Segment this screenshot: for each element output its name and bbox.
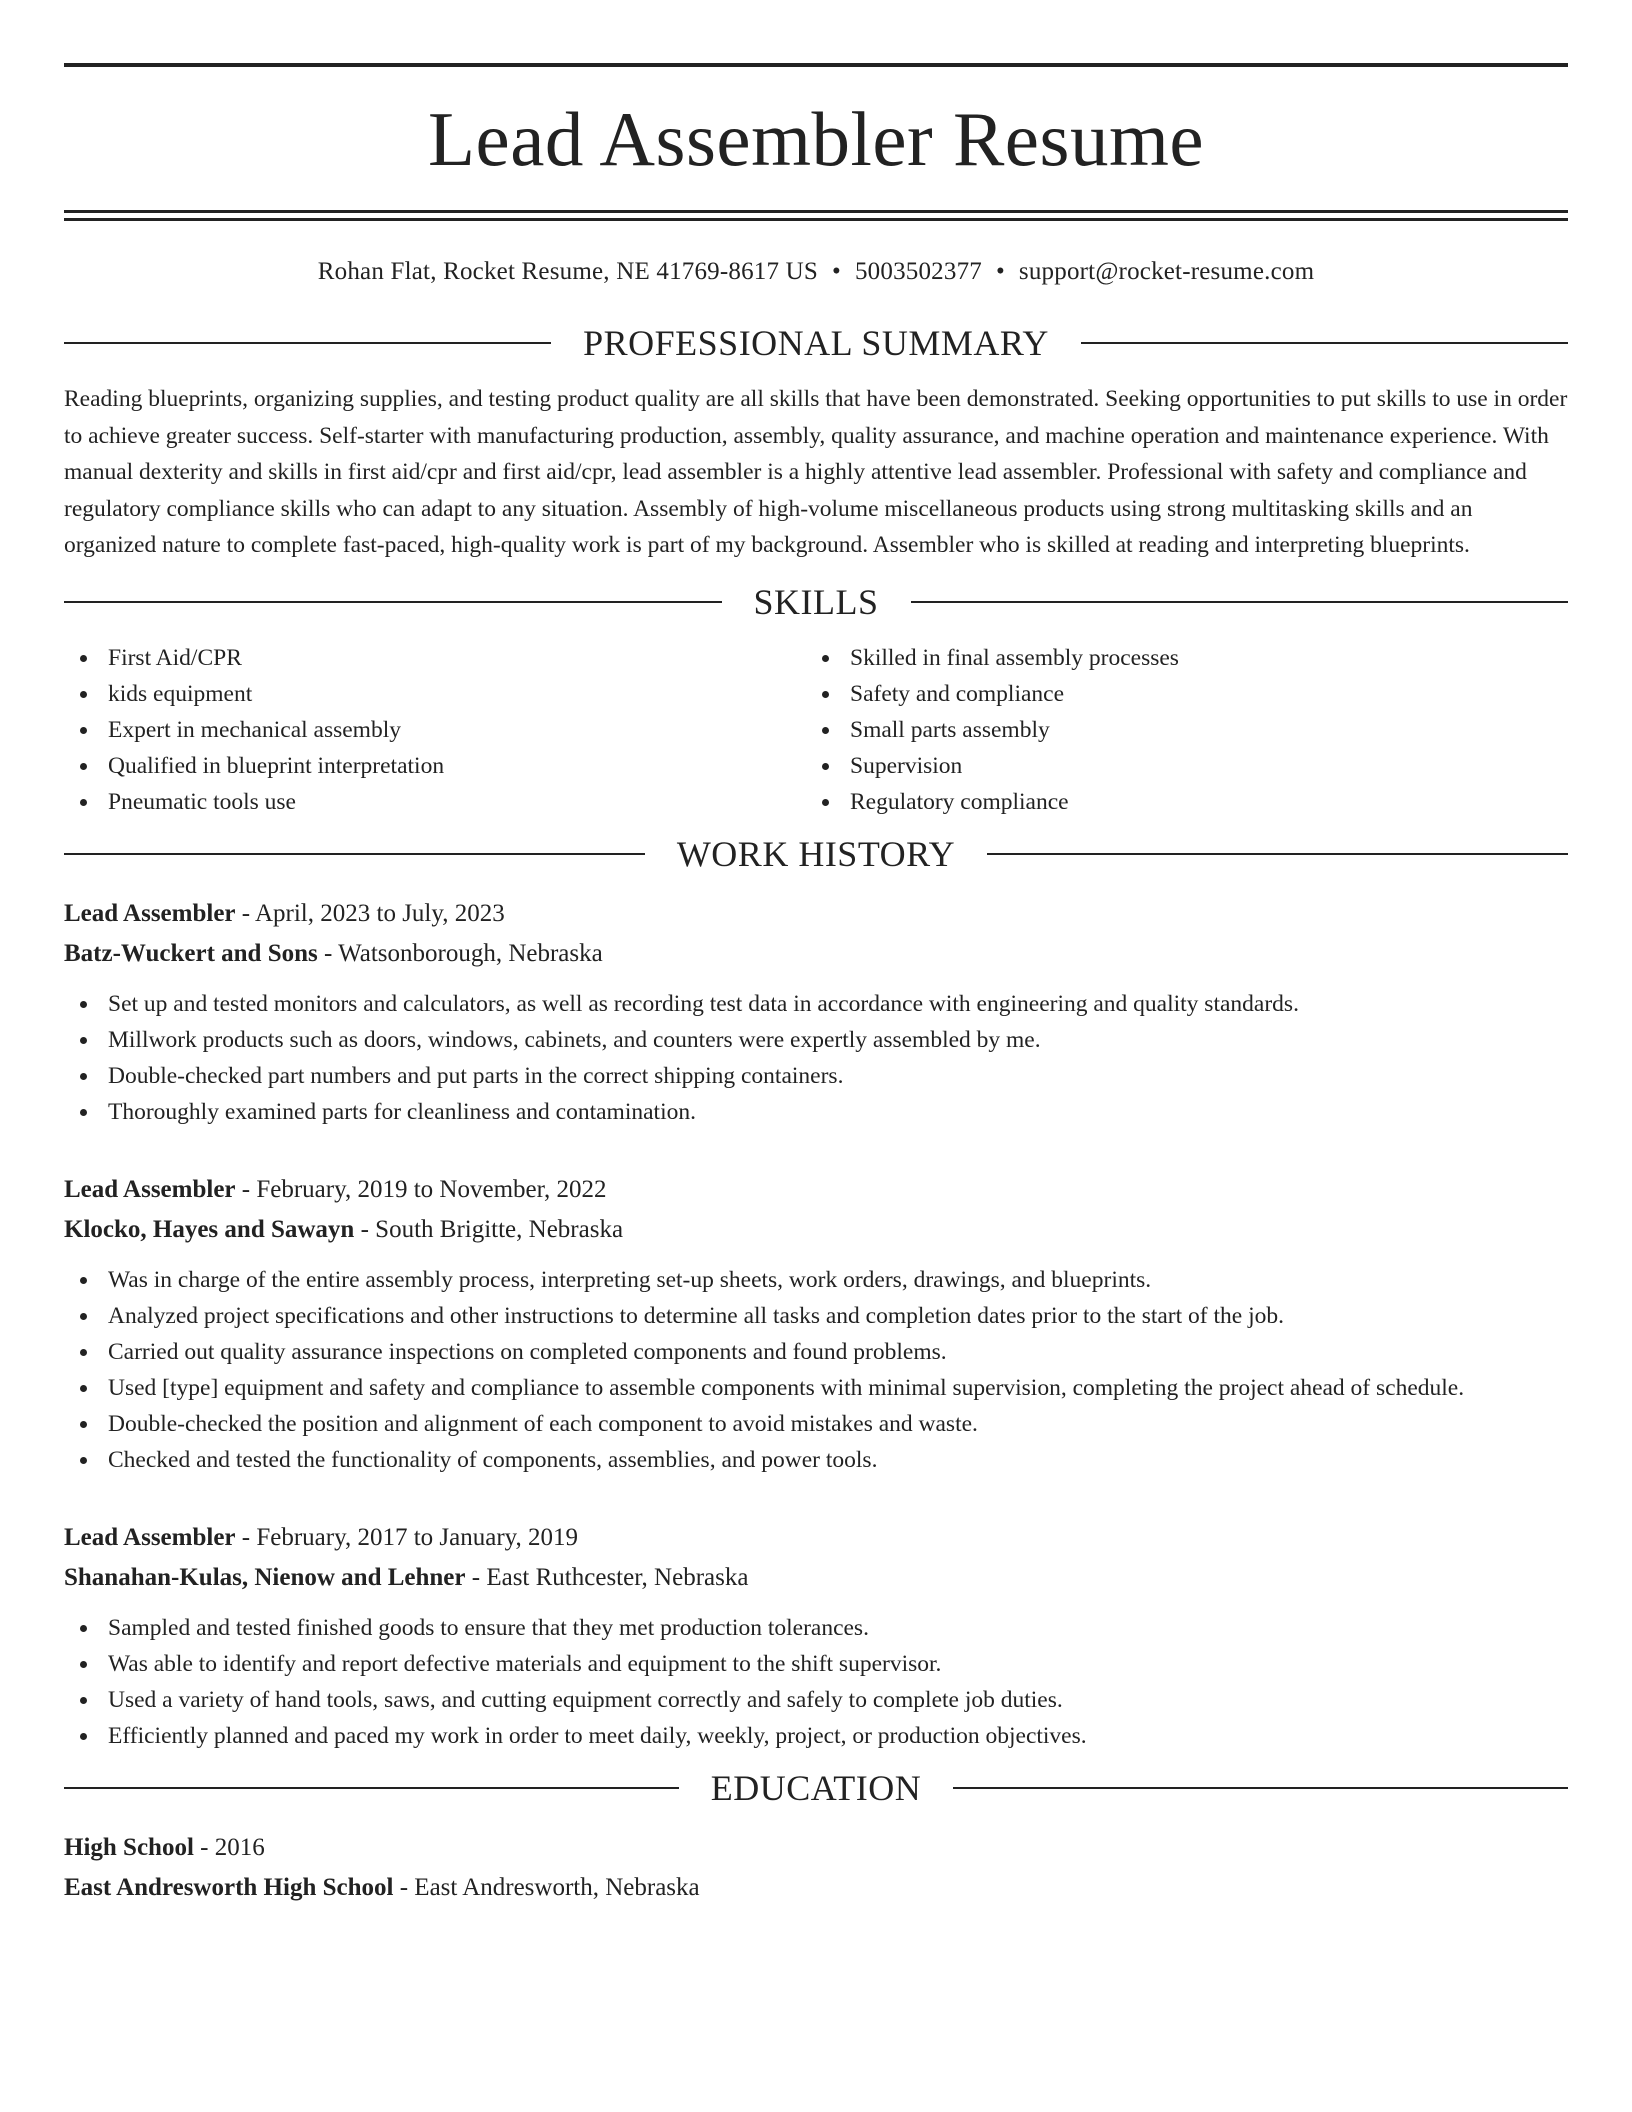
education-degree: High School bbox=[64, 1833, 194, 1861]
job-bullets bbox=[64, 1262, 1568, 1478]
section-title: PROFESSIONAL SUMMARY bbox=[583, 323, 1049, 363]
job-location: - East Ruthcester, Nebraska bbox=[465, 1563, 749, 1591]
summary-paragraph: Reading blueprints, organizing supplies, and testing product quality are all skills that have been demonstrated. Seeking opportunities to put skills to use in order to achieve greater success. Self-starter with manufacturing production, assembly, quality assurance, and machine operation and maintenance experience. With manual dexterity and skills in first aid/cpr and first aid/cpr, lead assembler is a highly attentive lead assembler. Professional with safety and compliance and regulatory compliance skills who can adapt to any situation. Assembly of high-volume miscellaneous products using strong multitasking skills and an organized nature to complete fast-paced, high-quality work is part of my background. Assembler who is skilled at reading and interpreting blueprints. bbox=[64, 386, 1568, 558]
job-location: - South Brigitte, Nebraska bbox=[354, 1215, 624, 1243]
skill-item: Qualified in blueprint interpretation bbox=[64, 748, 806, 784]
heading-rule bbox=[64, 601, 722, 603]
job-bullet: Was in charge of the entire assembly process, interpreting set-up sheets, work orders, drawings, and blueprints. bbox=[64, 1262, 1568, 1298]
job-company-line bbox=[64, 1210, 1568, 1250]
top-rule bbox=[64, 63, 1568, 67]
job-bullets bbox=[64, 1610, 1568, 1754]
contact-line bbox=[64, 258, 1568, 286]
skills-list bbox=[64, 640, 1568, 820]
contact-separator: • bbox=[832, 258, 841, 285]
education-school-line bbox=[64, 1868, 1568, 1908]
skill-item: Pneumatic tools use bbox=[64, 784, 806, 820]
job-bullet: Analyzed project specifications and other instructions to determine all tasks and completion dates prior to the start of the job. bbox=[64, 1298, 1568, 1334]
job-title: Lead Assembler bbox=[64, 1523, 236, 1551]
skill-item: Small parts assembly bbox=[806, 712, 1548, 748]
skill-item: Safety and compliance bbox=[806, 676, 1548, 712]
job-company-line bbox=[64, 1558, 1568, 1598]
skill-item: Expert in mechanical assembly bbox=[64, 712, 806, 748]
job-entry bbox=[64, 1518, 1568, 1754]
education-degree-line bbox=[64, 1828, 1568, 1868]
resume-title: Lead Assembler Resume bbox=[427, 96, 1205, 182]
heading-rule bbox=[953, 1787, 1568, 1789]
job-bullet: Was able to identify and report defective materials and equipment to the shift supervisor. bbox=[64, 1646, 1568, 1682]
heading-rule bbox=[1081, 342, 1568, 344]
skill-item: Supervision bbox=[806, 748, 1548, 784]
education-location: - East Andresworth, Nebraska bbox=[393, 1873, 700, 1901]
job-title-line bbox=[64, 1518, 1568, 1558]
job-bullet: Carried out quality assurance inspections on completed components and found problems. bbox=[64, 1334, 1568, 1370]
job-bullet: Set up and tested monitors and calculators, as well as recording test data in accordance with engineering and quality standards. bbox=[64, 986, 1568, 1022]
section-title: WORK HISTORY bbox=[676, 833, 956, 874]
job-entry bbox=[64, 894, 1568, 1130]
job-bullet: Efficiently planned and paced my work in order to meet daily, weekly, project, or production objectives. bbox=[64, 1718, 1568, 1754]
education-entry bbox=[64, 1828, 1568, 1908]
section-title: SKILLS bbox=[753, 581, 879, 622]
job-location: - Watsonborough, Nebraska bbox=[317, 939, 603, 967]
contact-address: Rohan Flat, Rocket Resume, NE 41769-8617 US bbox=[317, 258, 819, 285]
job-dates: - February, 2019 to November, 2022 bbox=[235, 1175, 607, 1203]
title-double-rule bbox=[64, 210, 1568, 221]
job-bullet: Sampled and tested finished goods to ensure that they met production tolerances. bbox=[64, 1610, 1568, 1646]
section-title: EDUCATION bbox=[710, 1767, 922, 1808]
job-title: Lead Assembler bbox=[64, 899, 236, 927]
section-heading-skills bbox=[64, 581, 1568, 622]
contact-email: support@rocket-resume.com bbox=[1018, 258, 1315, 285]
job-dates: - April, 2023 to July, 2023 bbox=[235, 899, 505, 927]
job-company: Klocko, Hayes and Sawayn bbox=[64, 1215, 355, 1243]
skills-column-left bbox=[64, 640, 806, 820]
job-entry bbox=[64, 1170, 1568, 1478]
job-bullets bbox=[64, 986, 1568, 1130]
contact-separator: • bbox=[995, 258, 1005, 285]
job-bullet: Used a variety of hand tools, saws, and cutting equipment correctly and safely to complete job duties. bbox=[64, 1682, 1568, 1718]
skill-item: Regulatory compliance bbox=[806, 784, 1548, 820]
contact-phone: 5003502377 bbox=[854, 258, 982, 285]
education-school: East Andresworth High School bbox=[64, 1873, 394, 1901]
heading-rule bbox=[987, 853, 1568, 855]
heading-rule bbox=[64, 342, 551, 344]
job-company: Shanahan-Kulas, Nienow and Lehner bbox=[64, 1563, 466, 1591]
job-bullet: Used [type] equipment and safety and compliance to assemble components with minimal supervision, completing the project ahead of schedule. bbox=[64, 1370, 1568, 1406]
job-company: Batz-Wuckert and Sons bbox=[64, 939, 318, 967]
job-title-line bbox=[64, 1170, 1568, 1210]
skill-item: First Aid/CPR bbox=[64, 640, 806, 676]
job-title-line bbox=[64, 894, 1568, 934]
job-bullet: Thoroughly examined parts for cleanliness and contamination. bbox=[64, 1094, 1568, 1130]
section-heading-work bbox=[64, 833, 1568, 874]
resume-page bbox=[64, 0, 1568, 1908]
job-bullet: Millwork products such as doors, windows, cabinets, and counters were expertly assembled by me. bbox=[64, 1022, 1568, 1058]
skills-column-right bbox=[806, 640, 1548, 820]
heading-rule bbox=[64, 853, 645, 855]
job-dates: - February, 2017 to January, 2019 bbox=[235, 1523, 579, 1551]
job-bullet: Double-checked the position and alignment of each component to avoid mistakes and waste. bbox=[64, 1406, 1568, 1442]
education-year: - 2016 bbox=[193, 1833, 265, 1861]
job-bullet: Double-checked part numbers and put parts in the correct shipping containers. bbox=[64, 1058, 1568, 1094]
section-heading-summary bbox=[64, 325, 1568, 361]
section-heading-education bbox=[64, 1767, 1568, 1808]
heading-rule bbox=[64, 1787, 679, 1789]
job-bullet: Checked and tested the functionality of components, assemblies, and power tools. bbox=[64, 1442, 1568, 1478]
skill-item: Skilled in final assembly processes bbox=[806, 640, 1548, 676]
job-company-line bbox=[64, 934, 1568, 974]
job-title: Lead Assembler bbox=[64, 1175, 236, 1203]
skill-item: kids equipment bbox=[64, 676, 806, 712]
heading-rule bbox=[911, 601, 1569, 603]
